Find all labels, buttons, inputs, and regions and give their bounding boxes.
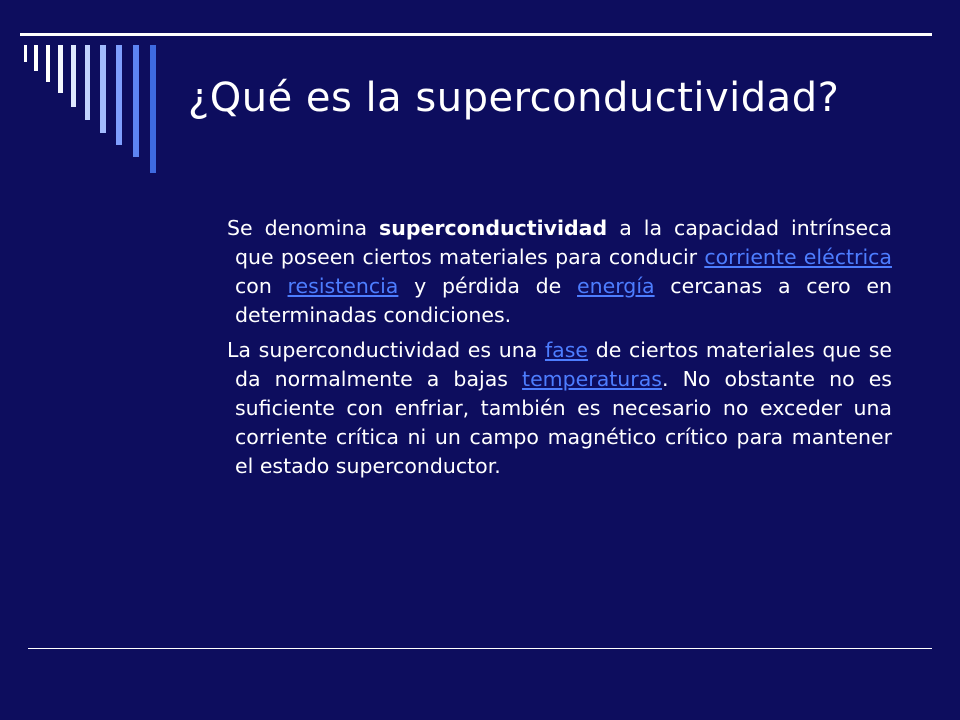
- paragraph-text: de ciertos materiales que se da normalmente a bajas: [235, 338, 892, 391]
- paragraph-lead: Se denomina: [227, 216, 380, 240]
- paragraph-text: con: [235, 274, 288, 298]
- paragraph-definition: [227, 214, 892, 330]
- link-corriente-electrica[interactable]: corriente eléctrica: [704, 245, 892, 269]
- paragraph-text: y pérdida de: [398, 274, 578, 298]
- decorative-bar: [133, 45, 139, 157]
- decorative-bar: [58, 45, 63, 93]
- decorative-bar: [100, 45, 106, 133]
- paragraph-text: a la capacidad intrínseca que poseen ciertos materiales para conducir: [235, 216, 892, 269]
- decorative-bar: [71, 45, 76, 107]
- decorative-bar: [34, 45, 38, 71]
- link-fase[interactable]: fase: [544, 338, 589, 362]
- key-term: superconductividad: [379, 216, 608, 240]
- decorative-bar: [24, 45, 27, 62]
- decorative-bar: [85, 45, 90, 120]
- decorative-bars: [0, 0, 200, 220]
- decorative-bar: [116, 45, 122, 145]
- link-temperaturas[interactable]: temperaturas: [522, 367, 662, 391]
- link-resistencia[interactable]: resistencia: [287, 274, 399, 298]
- link-energia[interactable]: energía: [577, 274, 655, 298]
- slide-title: ¿Qué es la superconductividad?: [188, 75, 840, 121]
- decorative-bar: [150, 45, 156, 173]
- slide-body: [227, 214, 892, 487]
- paragraph-phase: [227, 336, 892, 481]
- bottom-rule: [28, 648, 932, 649]
- paragraph-lead: La superconductividad es una: [227, 338, 545, 362]
- decorative-bar: [46, 45, 50, 82]
- paragraph-text: . No obstante no es suficiente con enfriar, también es necesario no exceder una corriente crítica ni un campo magnético crítico para mantener el estado superconductor.: [235, 367, 892, 478]
- paragraph-text: cercanas a cero en determinadas condiciones.: [235, 274, 892, 327]
